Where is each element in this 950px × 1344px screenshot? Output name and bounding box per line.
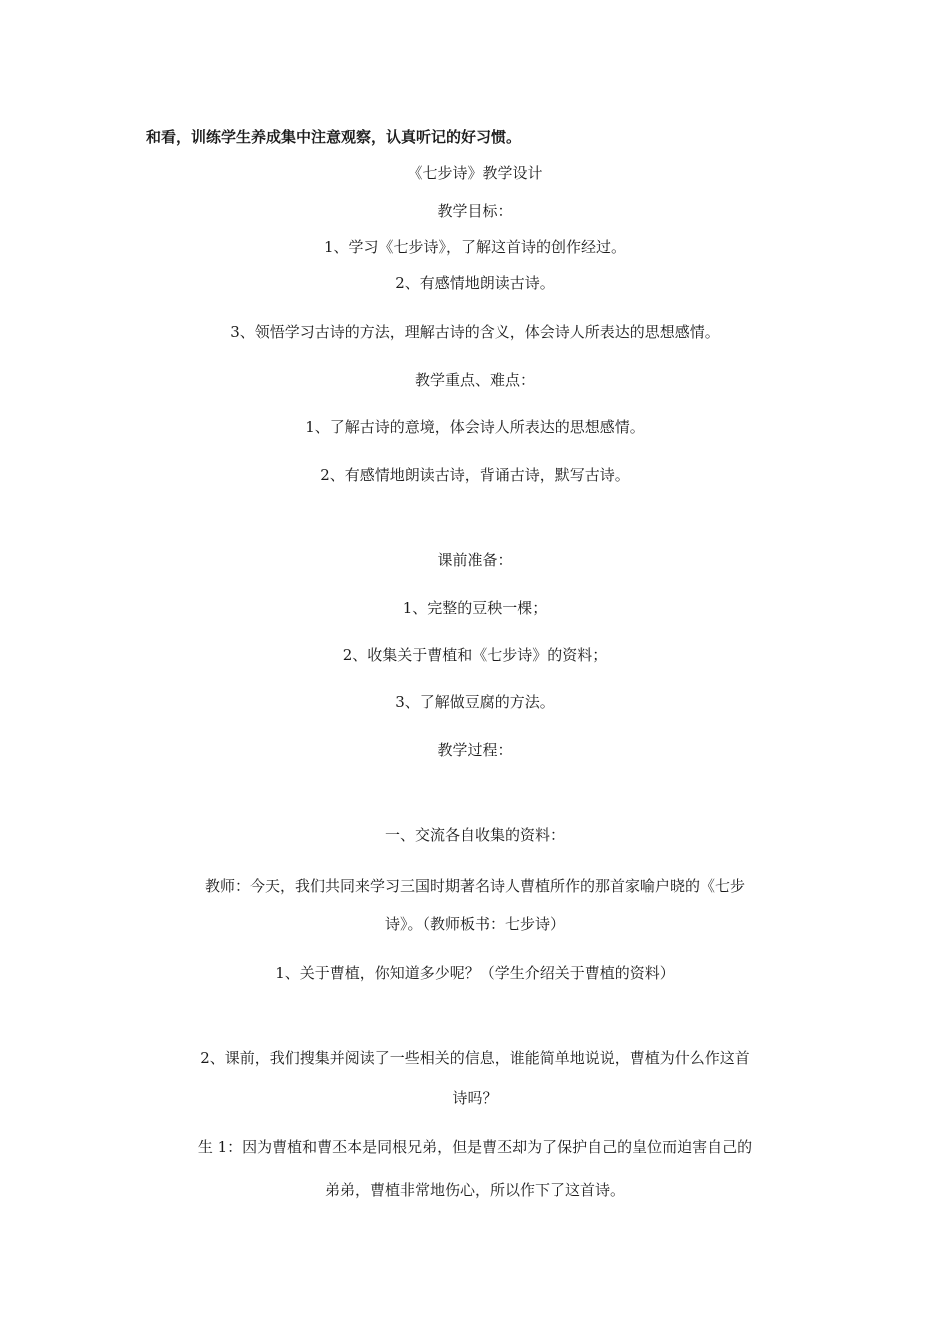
objective-item: 1、学习《七步诗》，了解这首诗的创作经过。 [323,238,627,256]
student-answer-line: 弟弟，曹植非常地伤心，所以作下了这首诗。 [324,1181,625,1199]
teacher-speech-line: 诗》。（教师板书：七步诗） [384,915,565,933]
question-item: 2、课前，我们搜集并阅读了一些相关的信息，谁能简单地说说，曹植为什么作这首 [200,1049,750,1067]
section-heading: 一、交流各自收集的资料： [384,826,565,844]
document-title: 《七步诗》教学设计 [407,164,543,182]
process-heading: 教学过程： [437,741,513,759]
question-item-continuation: 诗吗？ [452,1089,498,1107]
preparation-item: 2、收集关于曹植和《七步诗》的资料； [342,646,608,664]
student-answer-line: 生 1：因为曹植和曹丕本是同根兄弟，但是曹丕却为了保护自己的皇位而迫害自己的 [197,1138,753,1156]
preparation-item: 1、完整的豆秧一棵； [402,599,548,617]
objective-item: 2、有感情地朗读古诗。 [395,274,555,292]
question-item: 1、关于曹植，你知道多少呢？（学生介绍关于曹植的资料） [275,964,675,982]
continuation-text: 和看，训练学生养成集中注意观察，认真听记的好习惯。 [146,128,522,146]
objectives-heading: 教学目标： [437,202,513,220]
preparation-heading: 课前准备： [437,551,513,569]
key-point-item: 2、有感情地朗读古诗，背诵古诗，默写古诗。 [320,466,630,484]
key-points-heading: 教学重点、难点： [414,371,535,389]
preparation-item: 3、了解做豆腐的方法。 [395,693,555,711]
objective-item: 3、领悟学习古诗的方法，理解古诗的含义，体会诗人所表达的思想感情。 [230,323,720,341]
teacher-speech-line: 教师：今天，我们共同来学习三国时期著名诗人曹植所作的那首家喻户晓的《七步 [204,877,745,895]
key-point-item: 1、了解古诗的意境，体会诗人所表达的思想感情。 [305,418,645,436]
